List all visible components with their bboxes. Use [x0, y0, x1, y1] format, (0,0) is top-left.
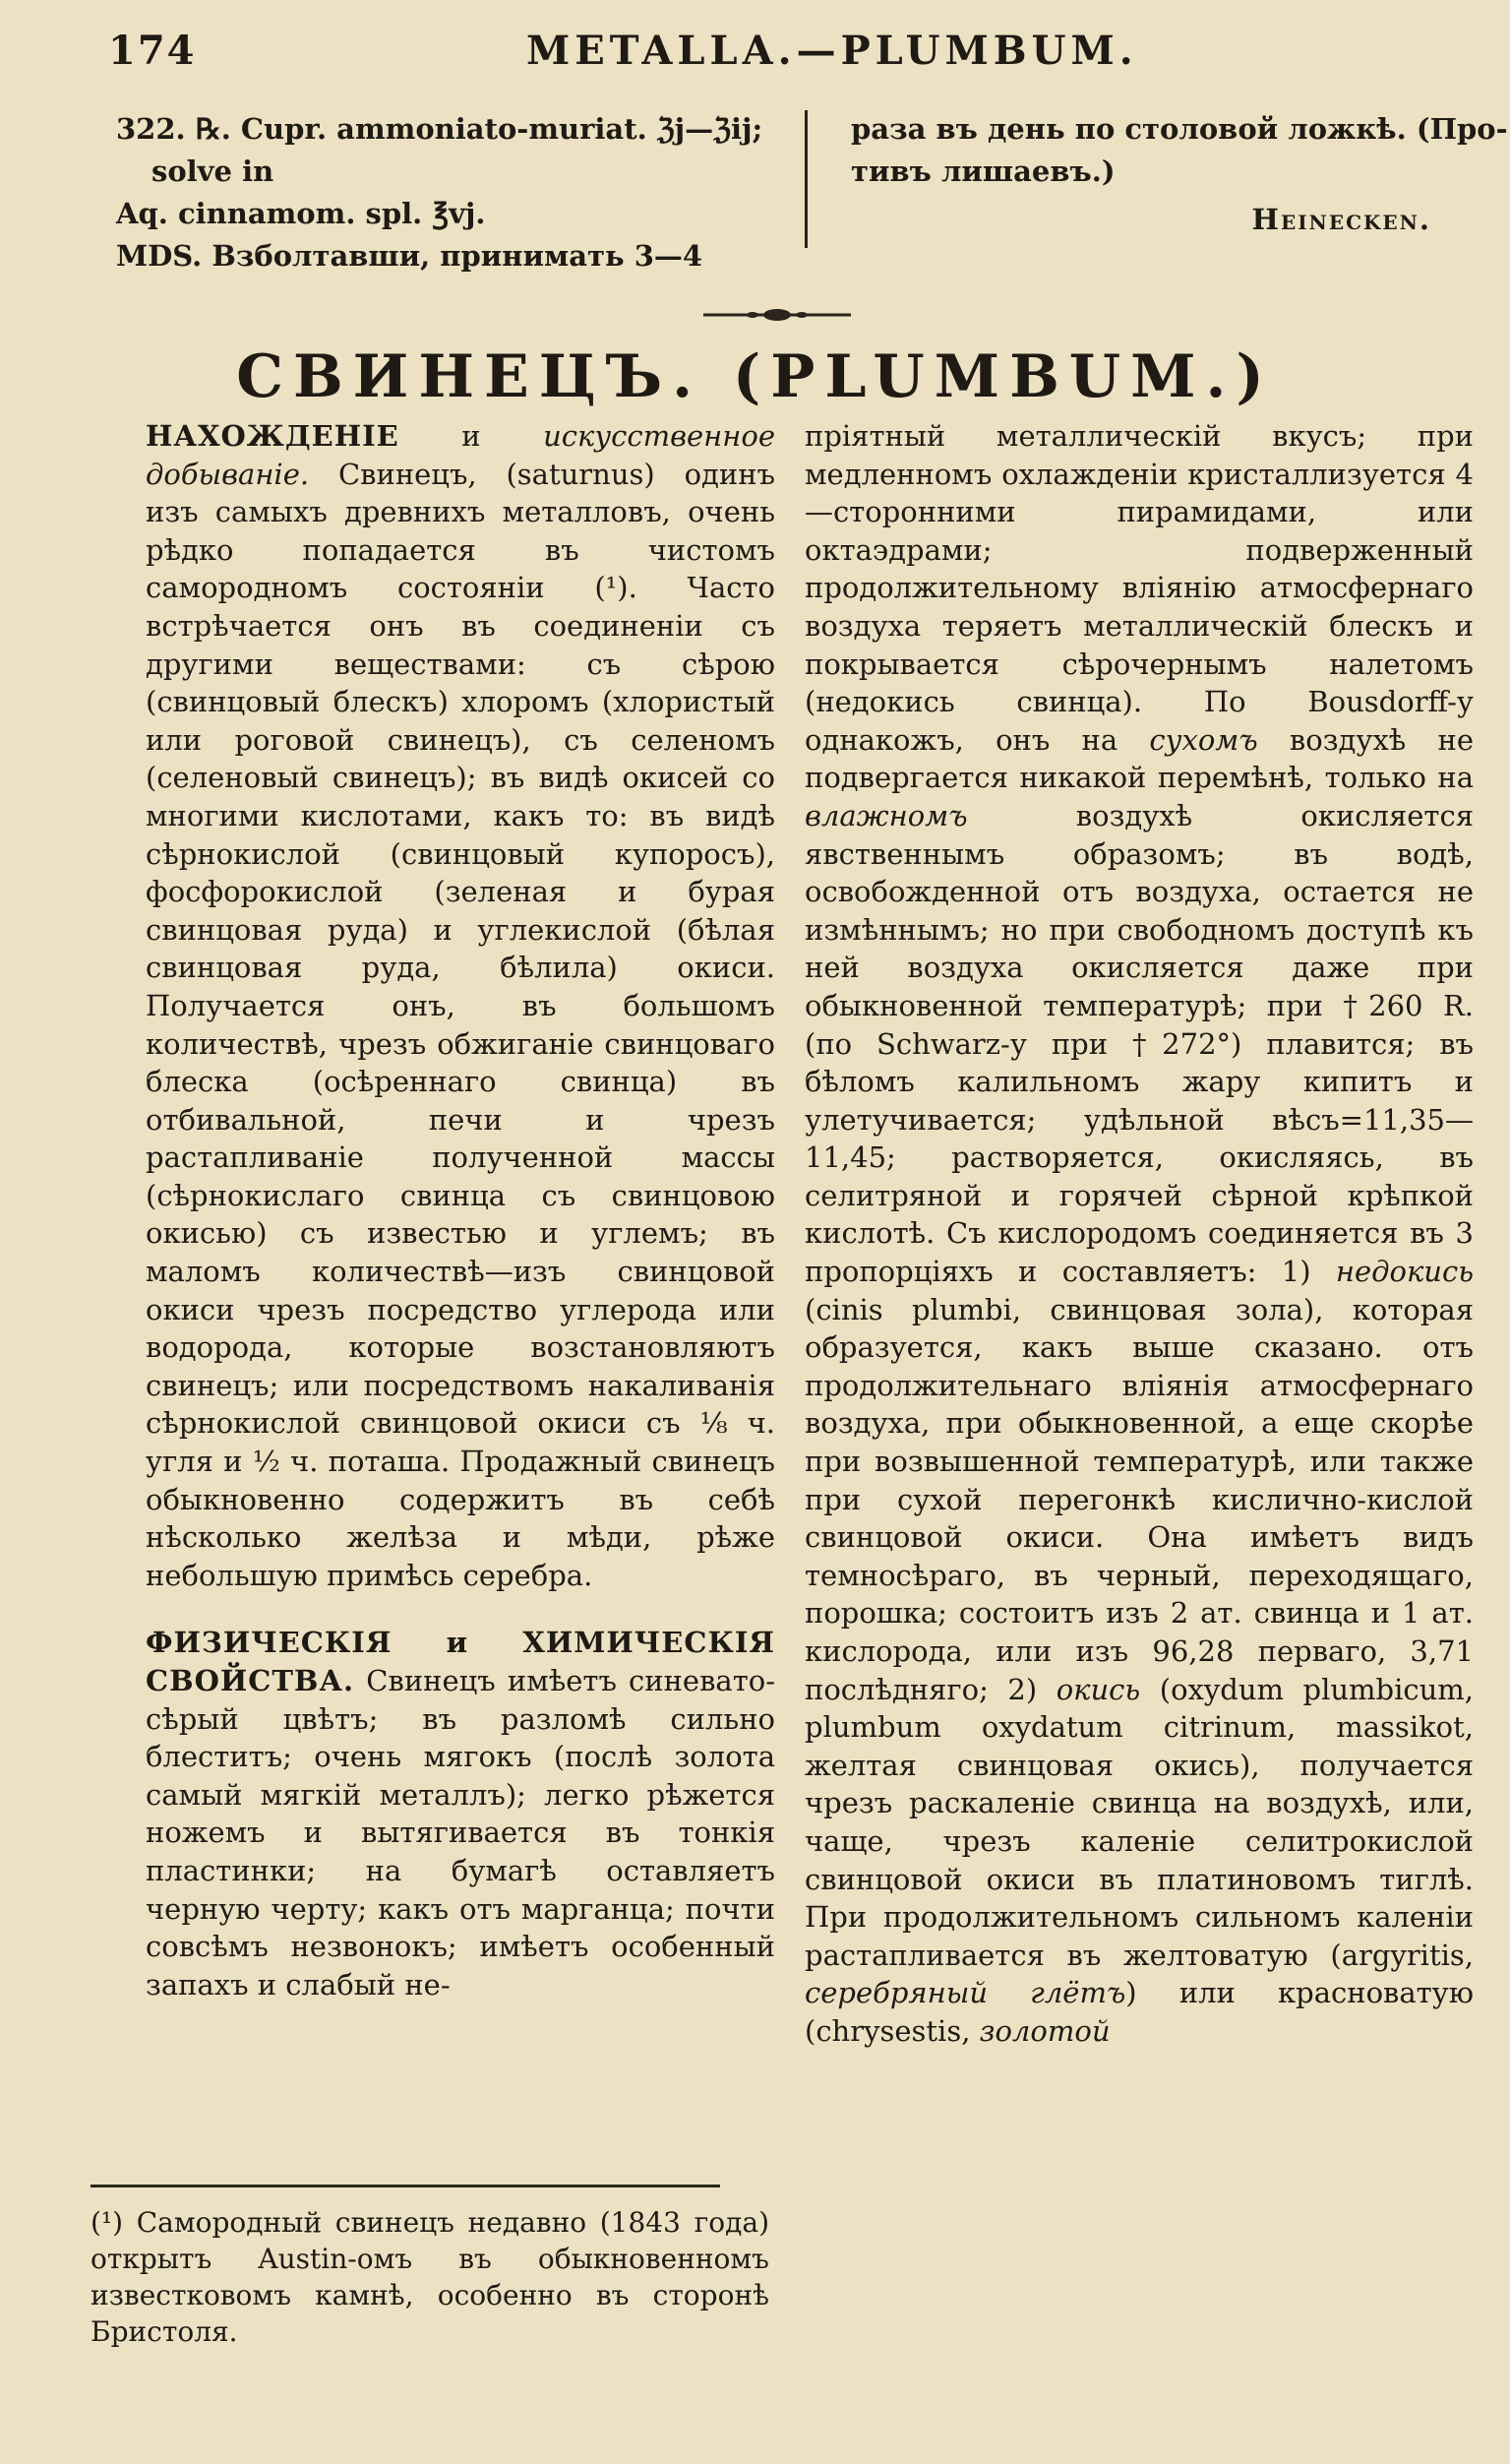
page-header — [0, 28, 1510, 87]
prescription-line: 322. ℞. Cupr. ammoniato-muriat. ℨj—ℨij; — [116, 112, 763, 146]
italic-term: недокись — [1335, 1255, 1474, 1289]
footnote-rule — [91, 2185, 720, 2187]
section-occurrence — [146, 417, 775, 1594]
prescription-left — [116, 108, 795, 277]
section-heading: ФИЗИЧЕСКІЯ и ХИМИЧЕСКІЯ СВОЙСТВА. — [146, 1626, 775, 1697]
italic-term: сухомъ — [1149, 722, 1258, 757]
body-text: ) или красноватую (chrysestis, — [805, 1976, 1474, 2048]
running-head: METALLA.—PLUMBUM. — [526, 28, 1138, 74]
italic-term: золотой — [979, 2013, 1111, 2048]
section-heading-conj: и — [461, 419, 481, 453]
italic-term: влажномъ — [805, 798, 968, 832]
body-text: воздухѣ окисляется явственнымъ образомъ; въ водѣ, освобожденной отъ воздуха, остается не измѣннымъ; но при свободномъ доступѣ къ ней воздуха окисляется даже при обыкновенной температурѣ; при †260 R. (по Schwarz-у при †272°) плавится; въ бѣломъ калильномъ жару кипитъ и улетучивается; удѣльной вѣсъ=11,35—11,45; растворяется, окисляясь, въ селитряной и горячей сѣрной крѣпкой кислотѣ. Съ кислородомъ соединяется въ 3 пропорціяхъ и составляетъ: 1) — [805, 798, 1474, 1289]
ornament-rule — [703, 305, 851, 325]
section-body: Свинецъ, (saturnus) одинъ изъ самыхъ древнихъ металловъ, очень рѣдко попадается въ чистомъ самородномъ состояніи (¹). Часто встрѣчается онъ въ соединеніи съ другими веществами: съ сѣрою (свинцовый блескъ) хлоромъ (хлористый или роговой свинецъ), съ селеномъ (селеновый свинецъ); въ видѣ окисей со многими кислотами, какъ то: въ видѣ сѣрнокислой (свинцовый купоросъ), фосфорокислой (зеленая и бурая свинцовая руда) и углекислой (бѣлая свинцовая руда, бѣлила) окиси. Получается онъ, въ большомъ количествѣ, чрезъ обжиганіе свинцоваго блеска (осѣреннаго свинца) въ отбивальной, печи и чрезъ растапливаніе полученной массы (сѣрнокислаго свинца съ свинцовою окисью) съ известью и углемъ; въ маломъ количествѣ—изъ свинцовой окиси чрезъ посредство углерода или водорода, которые возстановляютъ свинецъ; или посредствомъ накаливанія сѣрнокислой свинцовой окиси съ ⅛ ч. угля и ½ ч. поташа. Продажный свинецъ обыкновенно содержитъ въ себѣ нѣсколько желѣза и мѣди, рѣже небольшую примѣсь серебра. — [146, 457, 776, 1592]
section-heading-italic: искусственное добываніе. — [146, 419, 775, 491]
body-text: (cinis plumbi, свинцовая зола), которая образуется, какъ выше сказано. отъ продолжительнаго вліянія атмосфернаго воздуха, при обыкновенной, а еще скорѣе при возвышенной температурѣ, или также при сухой перегонкѣ кислично-кислой свинцовой окиси. Она имѣетъ видъ темносѣраго, въ черный, переходящаго, порошка; состоитъ изъ 2 ат. свинца и 1 ат. кислорода, или изъ 96,28 перваго, 3,71 послѣдняго; 2) — [805, 1292, 1474, 1706]
body-text: воздухѣ не подвергается никакой перемѣнѣ, только на — [805, 722, 1475, 795]
prescription-signature: Heinecken. — [1251, 203, 1431, 236]
prescription-right — [851, 108, 1508, 241]
prescription-line: solve in — [151, 154, 274, 188]
prescription-line: тивъ лишаевъ.) — [851, 154, 1116, 188]
body-text: (oxydum plumbicum, plumbum oxydatum citrinum, massikot, желтая свинцовая окись), получается чрезъ раскаленіе свинца на воздухѣ, или, чаще, чрезъ каленіе селитрокислой свинцовой окиси въ платиновомъ тиглѣ. При продолжительномъ сильномъ каленіи растапливается въ желтоватую (argyritis, — [805, 1672, 1475, 1972]
prescription-line: Aq. cinnamom. spl. ℥vj. — [116, 197, 486, 230]
footnote: (¹) Самородный свинецъ недавно (1843 года) открытъ Austin-омъ въ обыкновенномъ известковомъ камнѣ, особенно въ сторонѣ Бристоля. — [91, 2206, 769, 2348]
body-text: пріятный металлическій вкусъ; при медленномъ охлажденіи кристаллизуется 4—сторонними пирамидами, или октаэдрами; подверженный продолжительному вліянію атмосфернаго воздуха теряетъ металлическій блескъ и покрывается сѣрочернымъ налетомъ (недокись свинца). По Bousdorff-у однакожъ, онъ на — [805, 419, 1474, 757]
section-body: Свинецъ имѣетъ синевато-сѣрый цвѣтъ; въ разломѣ сильно блеститъ; очень мягокъ (послѣ золота самый мягкій металлъ); легко рѣжется ножемъ и вытягивается въ тонкія пластинки; на бумагѣ оставляетъ черную черту; какъ отъ марганца; почти совсѣмъ незвонокъ; имѣетъ особенный запахъ и слабый не- — [146, 1664, 775, 2002]
left-column — [146, 417, 775, 2003]
page-number: 174 — [108, 28, 197, 74]
prescription-line: раза въ день по столовой ложкѣ. (Про- — [851, 112, 1508, 146]
section-heading: НАХОЖДЕНІЕ — [146, 419, 399, 453]
italic-term: серебряный глётъ — [805, 1976, 1126, 2010]
right-column — [805, 417, 1474, 2051]
article-title: СВИНЕЦЪ. (PLUMBUM.) — [236, 342, 1274, 411]
italic-term: окись — [1056, 1672, 1141, 1706]
section-properties — [146, 1624, 775, 2003]
prescription-divider — [805, 110, 808, 248]
right-column-paragraph — [805, 417, 1474, 2051]
prescription-line: MDS. Взболтавши, принимать 3—4 — [116, 239, 703, 273]
